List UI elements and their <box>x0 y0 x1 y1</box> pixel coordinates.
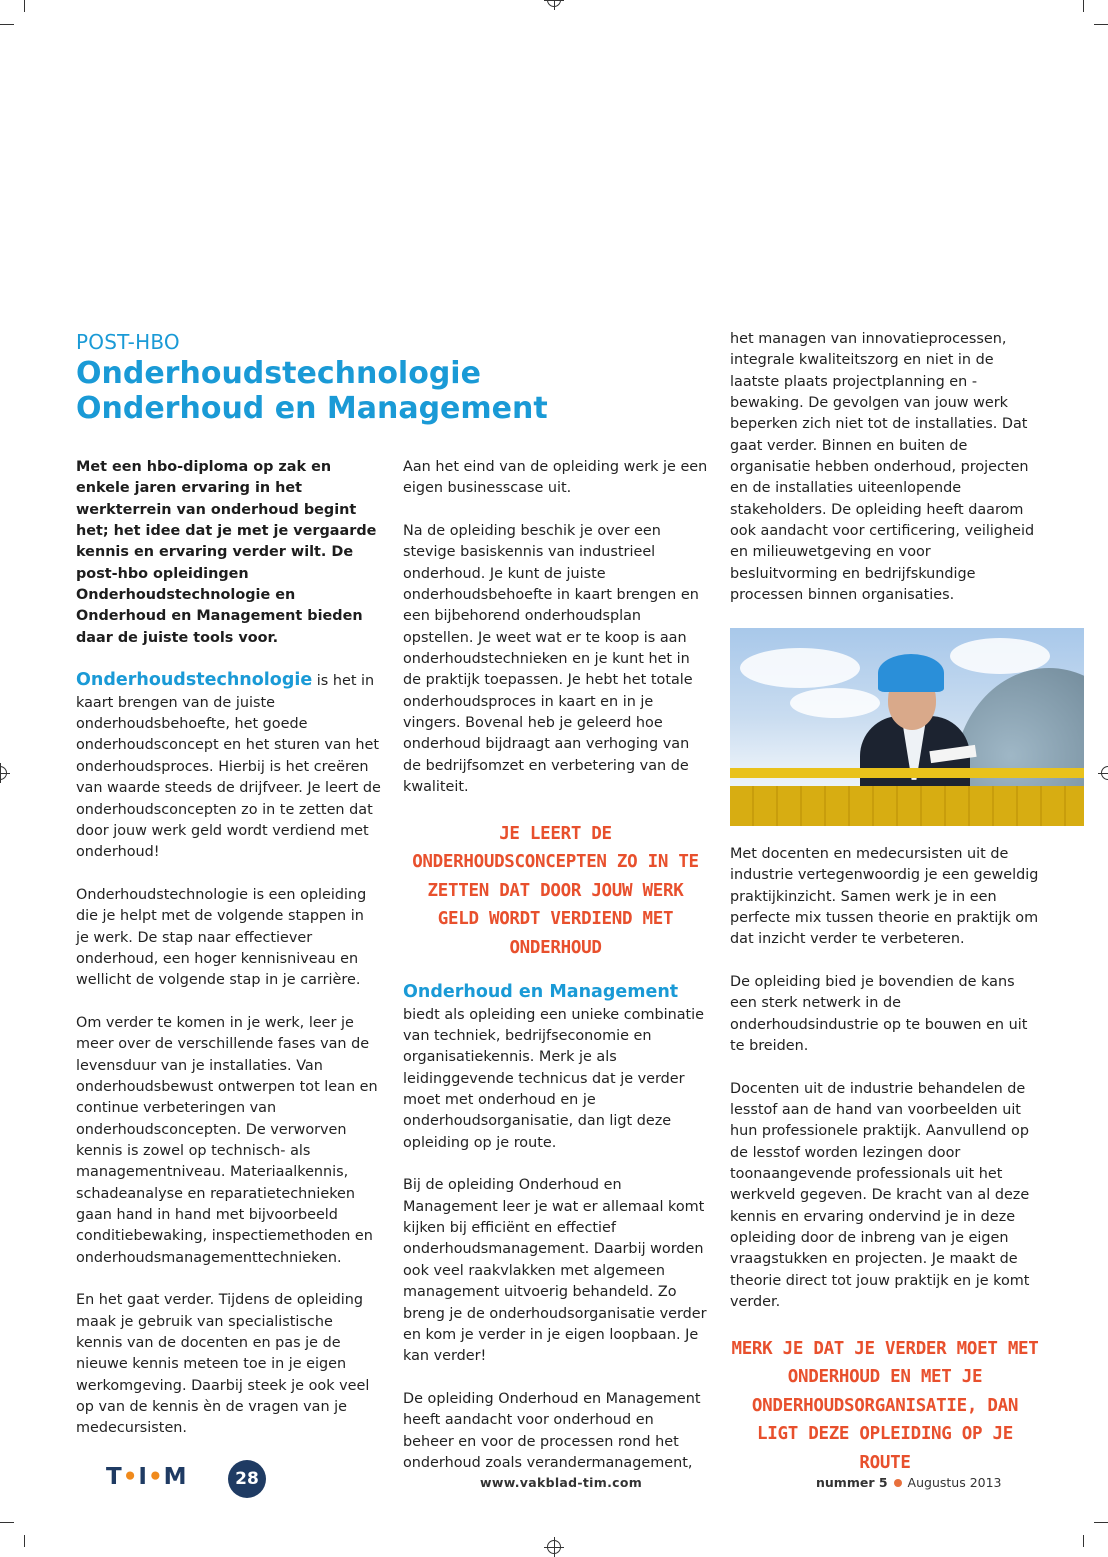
paragraph: het managen van innovatieprocessen, integrale kwaliteitszorg en niet in de laatste plaats projectplanning en -bewaking. De gevolgen van jouw werk beperken zich niet tot de installaties. Dat gaat verder. Binnen en buiten de organisatie hebben onderhoud, projecten en de installaties uiteenlopende stakeholders. De opleiding heeft daarom ook aandacht voor certificering, veiligheid en milieuwetgeving en voor besluitvorming en bedrijfskundige processen binnen organisaties. <box>730 331 1035 604</box>
paragraph <box>76 670 381 863</box>
crop-mark <box>24 1535 25 1547</box>
keyword-onderhoud-en-management: Onderhoud en Management <box>403 982 679 1003</box>
pull-quote: JE LEERT DE ONDERHOUDSCONCEPTEN ZO IN TE ZETTEN DAT DOOR JOUW WERK GELD WORDT VERDIEND MET ONDERHOUD <box>412 823 699 958</box>
paragraph: Onderhoudstechnologie is een opleiding die je helpt met de volgende stappen in je werk. De stap naar effectiever onderhoud, een hoger kennisniveau en wellicht de volgende stap in je carrière. <box>76 886 367 989</box>
lead-paragraph: Met een hbo-diploma op zak en enkele jaren ervaring in het werkterrein van onderhoud begint het; het idee dat je met je vergaarde kennis en ervaring verder wilt. De post-hbo opleidingen Onderhoudstechnologie en Onderhoud en Management bieden daar de juiste tools voor. <box>76 459 377 646</box>
bullet-icon <box>894 1479 902 1487</box>
crop-mark <box>1083 0 1084 12</box>
paragraph: Om verder te komen in je werk, leer je meer over de verschillende fases van de levensduur van je installaties. Van onderhoudsbewust ontwerpen tot lean en continue verbeteringen van onderhoudsconcepten. De verworven kennis is zowel op technisch- als managementniveau. Materiaalkennis, schadeanalyse en reparatietechnieken gaan hand in hand met bijvoorbeeld conditiebewaking, inspectiemethoden en onderhoudsmanagementtechnieken. <box>76 1014 378 1266</box>
engineer-photo <box>730 628 1084 826</box>
paragraph <box>403 982 708 1154</box>
issue-date: Augustus 2013 <box>907 1475 1002 1490</box>
crop-mark <box>0 24 14 25</box>
yellow-railing <box>730 786 1084 826</box>
paragraph: De opleiding Onderhoud en Management heeft aandacht voor onderhoud en beheer en voor de processen rond het onderhoud zoals verandermanagement, <box>403 1390 701 1471</box>
paragraph: Bij de opleiding Onderhoud en Management leer je wat er allemaal komt kijken bij efficiënt en effectief onderhoudsmanagement. Daarbij worden ook veel raakvlakken met algemeen management uitvoerig behandeld. Zo breng je de onderhoudsorganisatie verder en kom je verder in je eigen loopbaan. Je kan verder! <box>403 1177 707 1365</box>
section-kicker: POST-HBO <box>76 330 180 354</box>
paragraph: Aan het eind van de opleiding werk je een eigen businesscase uit. <box>403 459 708 497</box>
pull-quote: MERK JE DAT JE VERDER MOET MET ONDERHOUD EN MET JE ONDERHOUDSORGANISATIE, DAN LIGT DEZE OPLEIDING OP JE ROUTE <box>731 1338 1039 1473</box>
issue-info <box>816 1475 1002 1490</box>
paragraph: En het gaat verder. Tijdens de opleiding maak je gebruik van specialistische kennis van de docenten en pas je de nieuwe kennis meteen toe in je eigen werkomgeving. Daarbij steek je ook veel op van de kennis èn de vragen van je medecursisten. <box>76 1292 370 1437</box>
hard-hat-icon <box>878 654 944 692</box>
crop-mark <box>0 1522 14 1523</box>
keyword-onderhoudstechnologie: Onderhoudstechnologie <box>76 670 313 691</box>
article-title <box>76 356 548 426</box>
paragraph-text: biedt als opleiding een unieke combinatie van techniek, bedrijfseconomie en organisatiekennis. Merk je als leidinggevende technicus dat je verder moet met onderhoud en je onderhoudsorganisatie, dan ligt deze opleiding op je route. <box>403 1006 705 1151</box>
page-number: 28 <box>228 1460 266 1498</box>
registration-mark-icon <box>0 766 7 780</box>
registration-mark-icon <box>547 0 561 7</box>
crop-mark <box>1094 24 1108 25</box>
title-line-2: Onderhoud en Management <box>76 391 548 426</box>
column-3 <box>730 329 1040 1497</box>
paragraph: De opleiding bied je bovendien de kans een sterk netwerk in de onderhoudsindustrie op te bouwen en uit te breiden. <box>730 973 1028 1054</box>
issue-number: nummer 5 <box>816 1475 888 1490</box>
crop-mark <box>1083 1535 1084 1547</box>
registration-mark-icon <box>1101 766 1108 780</box>
column-1 <box>76 457 381 1461</box>
title-line-1: Onderhoudstechnologie <box>76 356 481 391</box>
crop-mark <box>1094 1522 1108 1523</box>
tim-logo: T•I•M <box>106 1464 188 1490</box>
paragraph: Met docenten en medecursisten uit de industrie vertegenwoordig je een geweldig praktijkinzicht. Samen werk je in een perfecte mix tussen theorie en praktijk om dat inzicht verder te verbeteren. <box>730 845 1039 948</box>
crop-mark <box>24 0 25 12</box>
paragraph: Na de opleiding beschik je over een stevige basiskennis van industrieel onderhoud. Je kunt de juiste onderhoudsbehoefte in kaart brengen en een bijbehorend onderhoudsplan opstellen. Je weet wat er te koop is aan onderhoudstechnieken en je kunt het in de praktijk toepassen. Je hebt het totale onderhoudsproces in kaart en in je vingers. Bovenal heb je geleerd hoe onderhoud bijdraagt aan verhoging van de bedrijfsomzet en verbetering van de kwaliteit. <box>403 523 699 796</box>
paragraph: Docenten uit de industrie behandelen de lesstof aan de hand van voorbeelden uit hun professionele praktijk. Aanvullend op de lesstof worden lezingen door toonaangevende professionals uit het werkveld gegeven. De kracht van al deze kennis en ervaring ondervind je in deze opleiding door de inbreng van je eigen vraagstukken en projecten. Je maakt de theorie direct tot jouw praktijk en je komt verder. <box>730 1080 1030 1311</box>
column-2 <box>403 457 708 1496</box>
website-url[interactable]: www.vakblad-tim.com <box>480 1475 643 1490</box>
paragraph-text: is het in kaart brengen van de juiste onderhoudsbehoefte, het goede onderhoudsconcept en het sturen van het onderhoudsproces. Hierbij is het creëren van waarde steeds de drijfveer. Je leert de onderhoudsconcepten zo in te zetten dat door jouw werk geld wordt verdiend met onderhoud! <box>76 673 381 861</box>
registration-mark-icon <box>547 1540 561 1554</box>
